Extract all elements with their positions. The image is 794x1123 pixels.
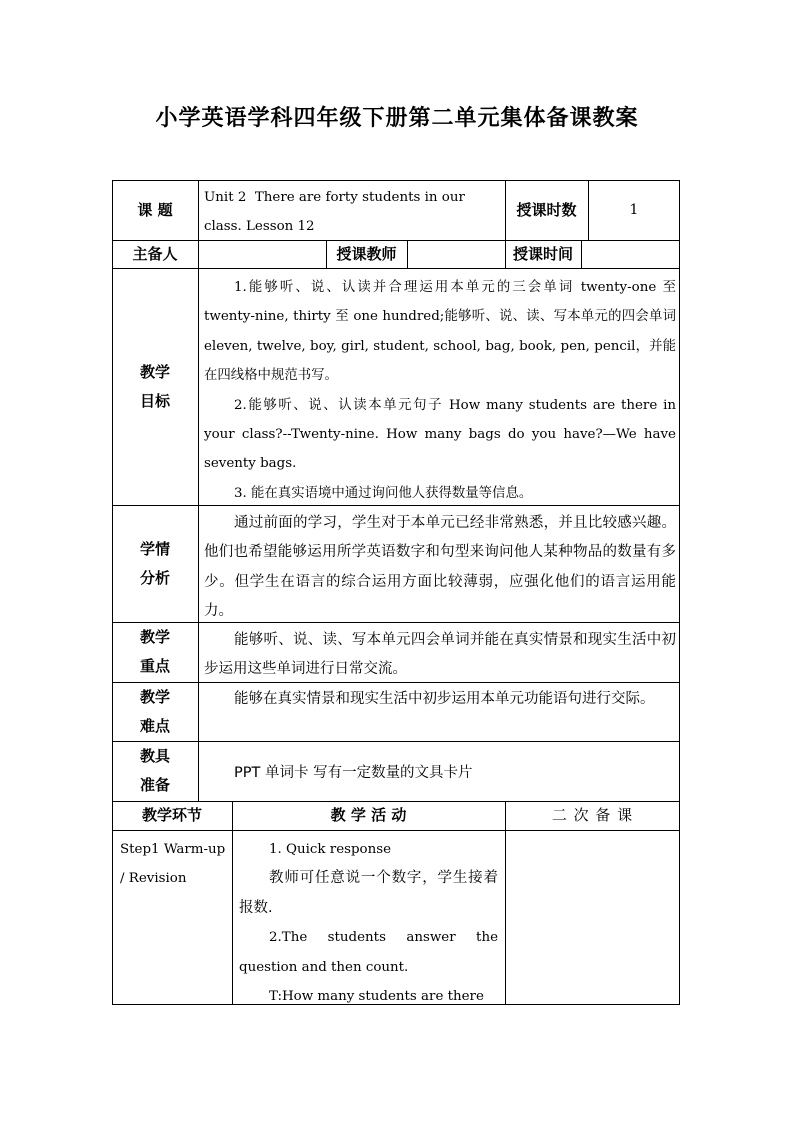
analysis-label-line-2: 分析 xyxy=(139,568,170,587)
difficulties-label-line-2: 难点 xyxy=(139,716,170,735)
step1-name xyxy=(120,835,230,894)
objectives-label-line-2: 目标 xyxy=(139,391,170,410)
difficulties-label xyxy=(112,682,198,741)
objectives-content xyxy=(204,273,676,508)
aids-label-line-2: 准备 xyxy=(139,776,170,794)
aids-label-line-1: 教具 xyxy=(139,747,170,765)
key-points-label-line-2: 重点 xyxy=(139,657,170,675)
teacher-label: 授课教师 xyxy=(336,244,397,263)
process-col-activity: 教 学 活 动 xyxy=(330,806,407,824)
analysis-label-line-1: 学情 xyxy=(139,539,170,558)
page-title: 小学英语学科四年级下册第二单元集体备课教案 xyxy=(155,106,639,131)
step1-activity-1-title: 1. Quick response xyxy=(269,842,392,857)
topic-label: 课 题 xyxy=(137,200,173,219)
aids-label xyxy=(112,741,198,801)
preparer-value xyxy=(198,240,326,268)
topic-line-1: Unit 2 There are forty students in our xyxy=(204,190,465,205)
step1-activity-3-text: T:How many students are there xyxy=(269,989,484,1005)
topic-value xyxy=(204,183,502,242)
objectives-label-line-1: 教学 xyxy=(139,362,170,381)
col-divider xyxy=(232,801,233,1005)
preparer-label: 主备人 xyxy=(132,244,178,263)
step1-name-line-1: Step1 Warm-up xyxy=(120,842,226,857)
periods-value: 1 xyxy=(629,202,639,218)
topic-line-2: class. Lesson 12 xyxy=(204,219,315,235)
difficulties-label-line-1: 教学 xyxy=(139,687,170,706)
process-col-review: 二 次 备 课 xyxy=(551,806,634,824)
col-divider xyxy=(198,180,199,801)
step1-review xyxy=(505,830,680,1005)
step1-activity-1-text: 教师可任意说一个数字，学生接着报数. xyxy=(239,870,498,916)
key-points-label-line-1: 教学 xyxy=(139,628,170,646)
teacher-value xyxy=(407,240,505,268)
objective-1: 1.能够听、说、认读并合理运用本单元的三会单词 twenty-one 至 twenty-nine, thirty 至 one hundred;能够听、说、读、写本单元的四会单词 eleven, twelve, boy, girl, student, school, bag, book, pen, pencil，并能在四线格中规范书写。 xyxy=(204,280,676,384)
objectives-label xyxy=(112,268,198,505)
objective-3: 3. 能在真实语境中通过询问他人获得数量等信息。 xyxy=(234,485,533,501)
step1-activities xyxy=(239,835,498,1011)
periods-label: 授课时数 xyxy=(516,200,577,219)
time-label: 授课时间 xyxy=(512,244,573,263)
step1-activity-2-text: 2.The students answer the question and then count. xyxy=(239,930,498,975)
aids-text: PPT 单词卡 写有一定数量的文具卡片 xyxy=(234,764,473,781)
difficulties-text: 能够在真实情景和现实生活中初步运用本单元功能语句进行交际。 xyxy=(234,691,655,707)
analysis-text: 通过前面的学习，学生对于本单元已经非常熟悉，并且比较感兴趣。他们也希望能够运用所学英语数字和句型来询问他人某种物品的数量有多少。但学生在语言的综合运用方面比较薄弱，应强化他们的语言运用能力。 xyxy=(204,515,676,620)
objective-2: 2.能够听、说、认读本单元句子 How many students are there in your class?--Twenty-nine. How many bags do you have?—We have seventy bags. xyxy=(204,397,676,472)
process-col-stage: 教学环节 xyxy=(141,806,202,824)
key-points-text: 能够听、说、读、写本单元四会单词并能在真实情景和现实生活中初步运用这些单词进行日常交流。 xyxy=(204,632,676,678)
time-value xyxy=(581,240,680,268)
step1-name-line-2: / Revision xyxy=(120,871,187,887)
key-points-label xyxy=(112,622,198,682)
analysis-label xyxy=(112,505,198,622)
